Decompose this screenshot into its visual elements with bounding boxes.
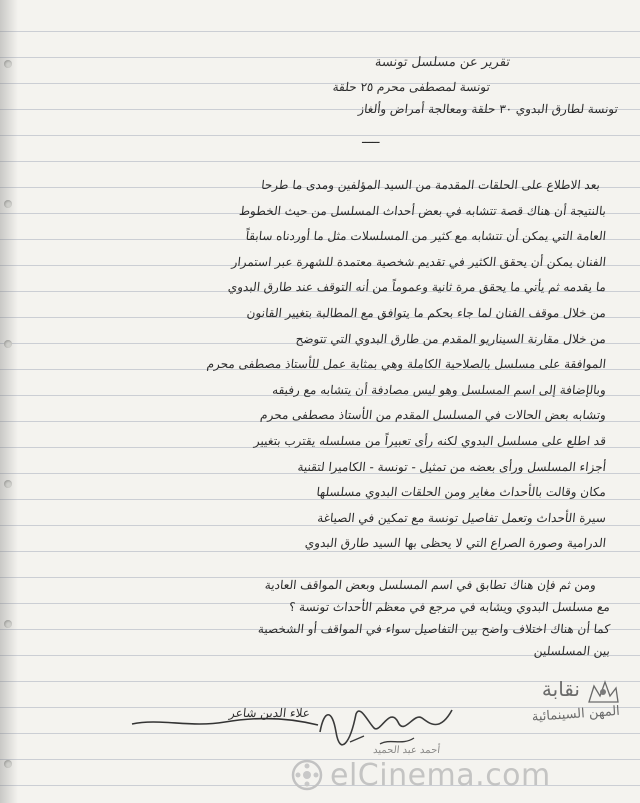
conclusion-line: كما أن هناك اختلاف واضح بين التفاصيل سواء في المواقف أو الشخصية [257,622,611,636]
body-line: قد اطلع على مسلسل البدوي لكنه رأى تعبيراً من مسلسله يقترب بتغيير [253,434,607,448]
film-reel-icon [290,758,324,792]
body-line: ما يقدمه ثم يأتي ما يحقق مرة ثانية وعموماً من أنه التوقف عند طارق البدوي [227,280,607,295]
body-line: سيرة الأحداث وتعمل تفاصيل تونسة مع تمكين في الصياغة [316,510,607,525]
watermark-text: elCinema.com [330,757,551,793]
body-line: الفنان يمكن أن يحقق الكثير في تقديم شخصية معتمدة للشهرة عبر استمرار [231,254,607,269]
body-line: وتشابه بعض الحالات في المسلسل المقدم من الأستاذ مصطفى محرم [259,408,607,423]
conclusion-line: مع مسلسل البدوي ويشابه في مرجع في معظم الأحداث تونسة ؟ [288,600,611,614]
conclusion-line: ومن ثم فإن هناك تطابق في اسم المسلسل وبعض المواقف العادية [264,578,597,592]
stamp-top-text: نقابة [541,677,580,701]
body-line: من خلال موقف الفنان لما جاء بحكم ما يتوافق مع المطالبة بتغيير القانون [246,306,607,320]
body-line: بعد الاطلاع على الحلقات المقدمة من السيد المؤلفين ومدى ما طرحا [260,178,601,192]
signature-underline [130,716,320,730]
body-line: الموافقة على مسلسل بالصلاحية الكاملة وهي بمثابة عمل للأستاذ مصطفى محرم [205,357,607,372]
body-line: بالنتيجة أن هناك قصة تتشابه في بعض أحداث المسلسل من حيث الخطوط [238,203,607,218]
stamp-bottom-text: المهن السينمائية [531,703,621,725]
binder-holes [4,0,16,803]
signature-scribble-text: أحمد عبد الحميد [372,745,441,756]
stamp-emblem-icon [586,676,620,706]
body-line: مكان وقالت بالأحداث مغاير ومن الحلقات البدوي مسلسلها [315,485,607,500]
body-line: العامة التي يمكن أن تتشابه مع كثير من المسلسلات مثل ما أوردناه سابقاً [245,229,607,244]
conclusion-line: بين المسلسلين [533,644,611,658]
site-watermark [290,755,630,795]
body-line: من خلال مقارنة السيناريو المقدم من طارق البدوي التي تتوضح [295,331,607,346]
assignment-line-1: تونسة لمصطفى محرم ٢٥ حلقة [332,80,491,94]
document-title: تقرير عن مسلسل تونسة [374,55,511,70]
assignment-line-2: تونسة لطارق البدوي ٣٠ حلقة ومعالجة أمراض وألغاز [357,102,619,116]
body-line: الدرامية وصورة الصراع التي لا يحظى بها السيد طارق البدوي [304,536,607,551]
header-separator: ـــــ [361,132,381,146]
signature-name: علاء الدين شاعر [228,706,311,720]
body-line: وبالإضافة إلى اسم المسلسل وهو ليس مصادفة أن يتشابه مع رفيقه [271,382,607,397]
body-line: أجزاء المسلسل ورأى بعضه من تمثيل - تونسة - الكاميرا لتقنية [296,459,607,474]
union-stamp [470,676,620,756]
